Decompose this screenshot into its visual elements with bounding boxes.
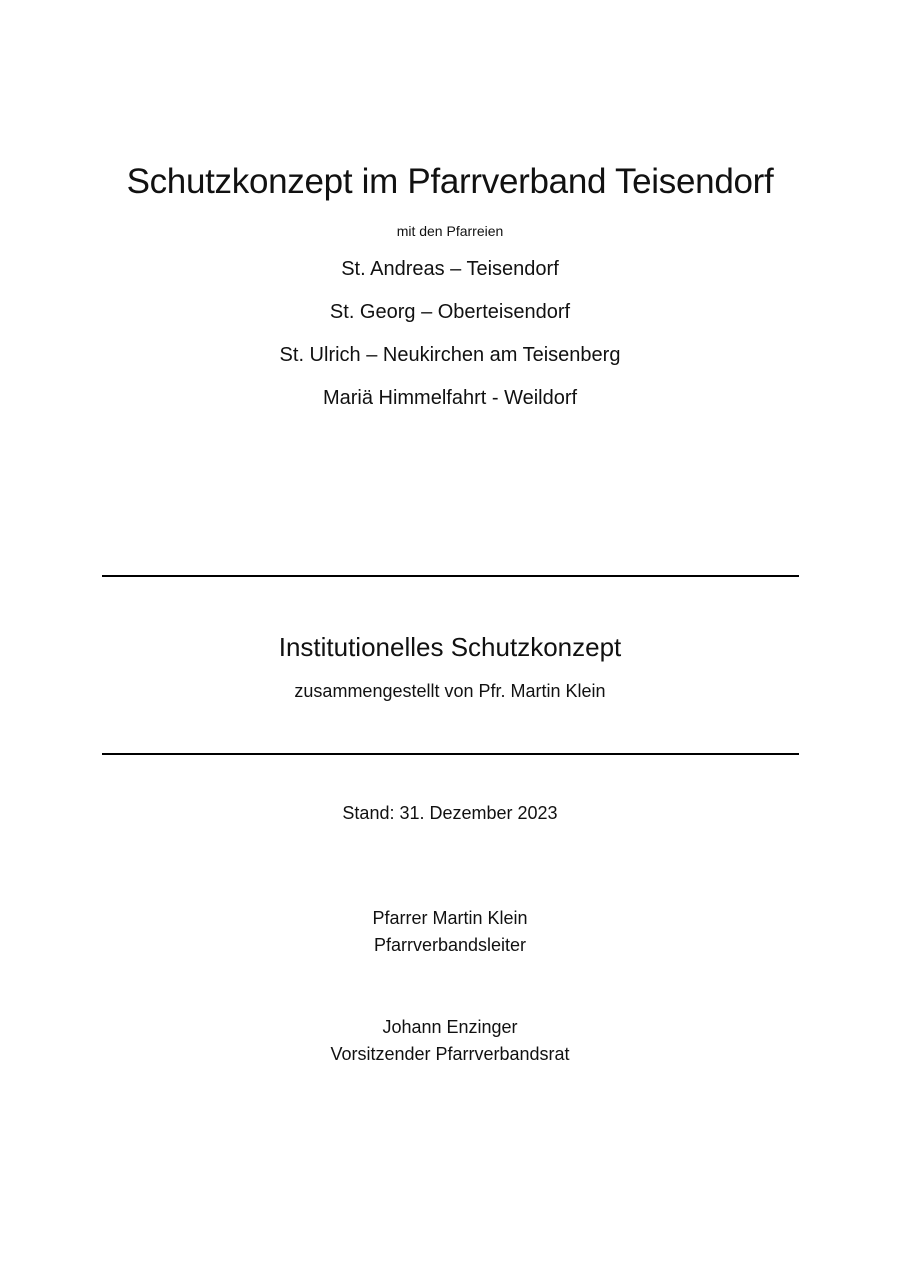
status-date: Stand: 31. Dezember 2023 xyxy=(342,803,558,823)
parish-item: St. Ulrich – Neukirchen am Teisenberg xyxy=(279,344,621,366)
parish-item: St. Georg – Oberteisendorf xyxy=(329,301,571,323)
signatory-name: Pfarrer Martin Klein xyxy=(372,908,528,928)
signatory-role: Pfarrverbandsleiter xyxy=(373,935,527,955)
divider-bottom xyxy=(102,753,799,755)
signatory-name: Johann Enzinger xyxy=(382,1017,518,1037)
parish-item: St. Andreas – Teisendorf xyxy=(341,258,559,280)
document-title: Schutzkonzept im Pfarrverband Teisendorf xyxy=(126,162,774,201)
parishes-intro: mit den Pfarreien xyxy=(396,223,504,239)
parish-item: Mariä Himmelfahrt - Weildorf xyxy=(322,387,578,409)
section-title: Institutionelles Schutzkonzept xyxy=(278,632,622,662)
compiled-by: zusammengestellt von Pfr. Martin Klein xyxy=(294,681,606,701)
signatory-role: Vorsitzender Pfarrverbandsrat xyxy=(330,1044,570,1064)
divider-top xyxy=(102,575,799,577)
